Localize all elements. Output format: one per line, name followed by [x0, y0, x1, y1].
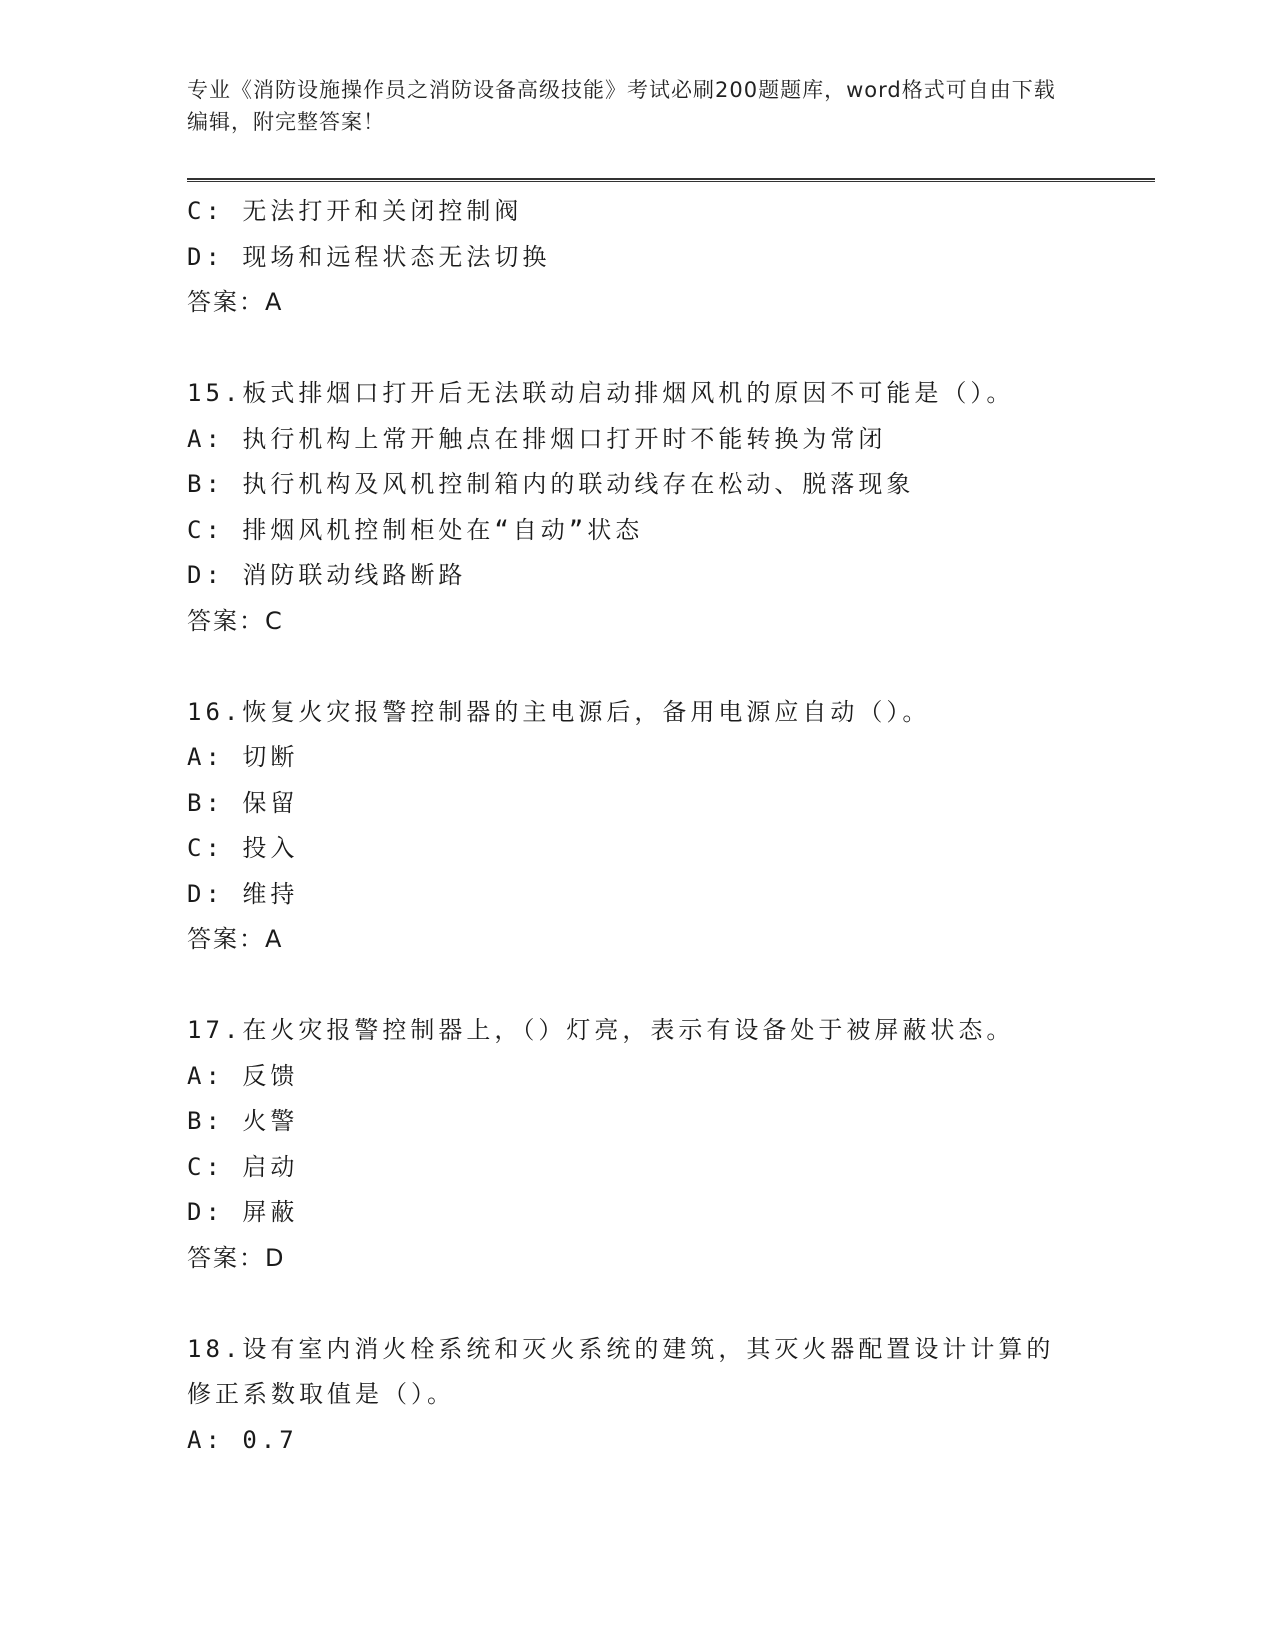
spacer	[187, 644, 1107, 690]
option-c: C: 无法打开和关闭控制阀	[187, 197, 523, 225]
option-a: A: 反馈	[187, 1061, 299, 1090]
option-b: B: 保留	[187, 788, 299, 817]
option-c: C: 排烟风机控制柜处在“自动”状态	[187, 515, 644, 544]
option-a: A: 执行机构上常开触点在排烟口打开时不能转换为常闭	[187, 424, 887, 453]
option-d: D: 现场和远程状态无法切换	[187, 242, 551, 271]
page-header: 专业《消防设施操作员之消防设备高级技能》考试必刷200题题库，word格式可自由下载编辑，附完整答案！	[187, 78, 1056, 134]
option-b: B: 火警	[187, 1107, 299, 1135]
question-block-15	[187, 371, 1107, 644]
question-block-16	[187, 690, 1107, 963]
question-text-line-1: 18.设有室内消火栓系统和灭火系统的建筑，其灭火器配置设计计算的	[187, 1334, 1055, 1363]
option-a: A: 0.7	[187, 1425, 298, 1454]
answer-line: 答案：A	[187, 925, 284, 953]
spacer	[187, 1281, 1107, 1327]
question-text-line-2: 修正系数取值是（）。	[187, 1380, 455, 1408]
option-d: D: 维持	[187, 879, 299, 908]
question-block-17	[187, 1008, 1107, 1281]
question-list	[187, 189, 1107, 1463]
spacer	[187, 963, 1107, 1009]
question-text: 16.恢复火灾报警控制器的主电源后，备用电源应自动（）。	[187, 697, 931, 726]
question-block-18	[187, 1327, 1107, 1464]
option-d: D: 消防联动线路断路	[187, 561, 467, 589]
question-block-14	[187, 189, 1107, 326]
answer-line: 答案：D	[187, 1243, 286, 1272]
question-text: 17.在火灾报警控制器上，（）灯亮，表示有设备处于被屏蔽状态。	[187, 1016, 1015, 1044]
answer-line: 答案：C	[187, 606, 284, 635]
option-c: C: 投入	[187, 834, 299, 862]
spacer	[187, 326, 1107, 372]
option-d: D: 屏蔽	[187, 1198, 299, 1226]
question-text: 15.板式排烟口打开后无法联动启动排烟风机的原因不可能是（）。	[187, 379, 1015, 407]
option-c: C: 启动	[187, 1152, 299, 1181]
option-b: B: 执行机构及风机控制箱内的联动线存在松动、脱落现象	[187, 470, 915, 498]
answer-line: 答案：A	[187, 288, 284, 316]
header-divider	[187, 178, 1155, 182]
option-a: A: 切断	[187, 743, 299, 771]
